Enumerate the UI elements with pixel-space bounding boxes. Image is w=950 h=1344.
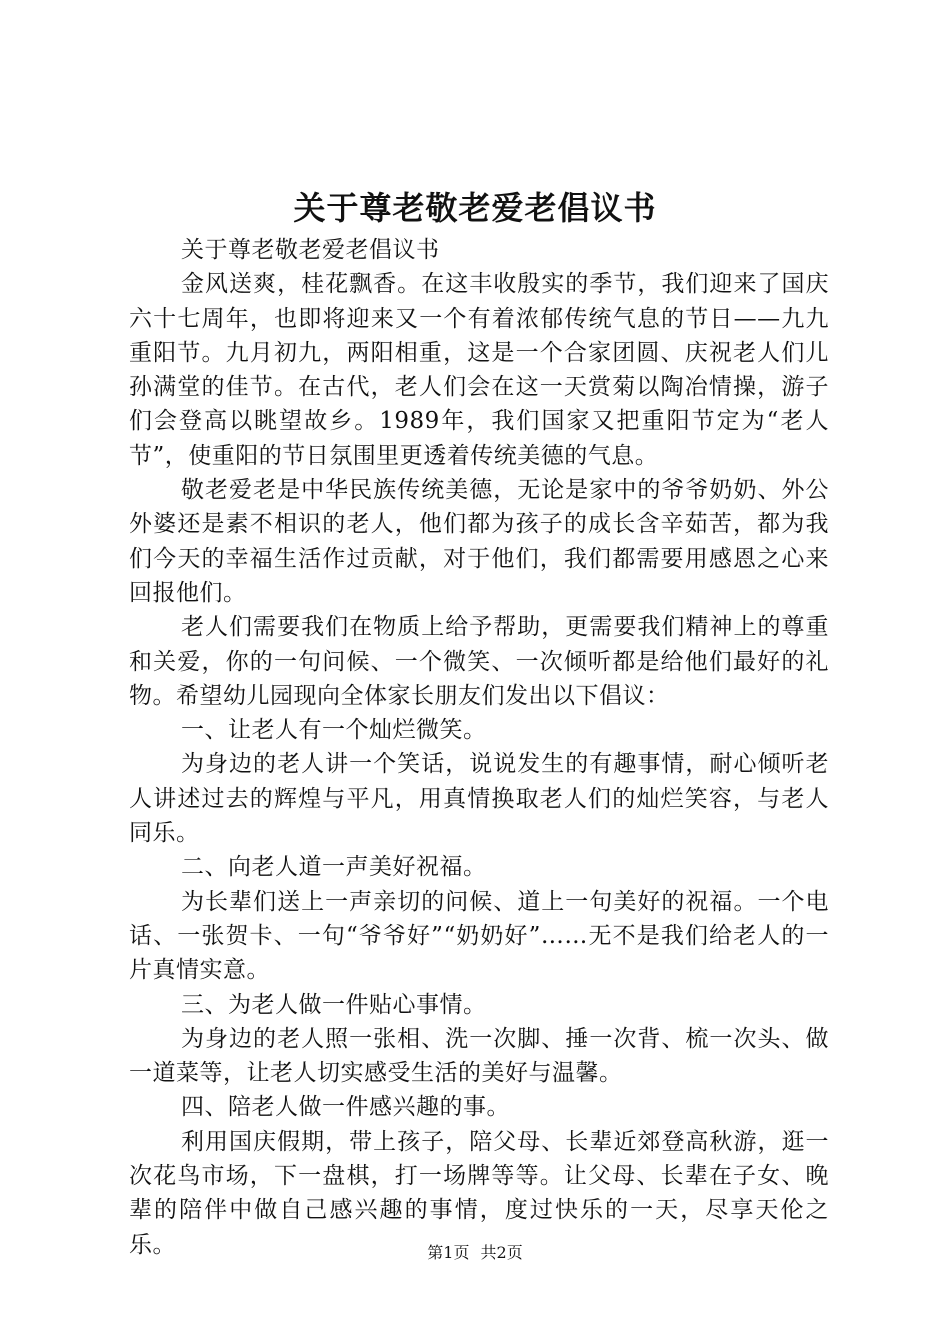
page-number: 第1页 (427, 1243, 470, 1262)
proposal-text-4: 利用国庆假期，带上孩子，陪父母、长辈近郊登高秋游，逛一次花鸟市场，下一盘棋，打一场牌等等。让父母、长辈在子女、晚辈的陪伴中做自己感兴趣的事情，度过快乐的一天，尽享天伦之乐。 (129, 1128, 829, 1258)
paragraph-appeal: 老人们需要我们在物质上给予帮助，更需要我们精神上的尊重和关爱，你的一句问候、一个微笑、一次倾听都是给他们最好的礼物。希望幼儿园现向全体家长朋友们发出以下倡议： (129, 614, 829, 709)
proposal-heading-3: 三、为老人做一件贴心事情。 (181, 991, 487, 1018)
proposal-text-2: 为长辈们送上一声亲切的问候、道上一句美好的祝福。一个电话、一张贺卡、一句“爷爷好”“奶奶好”……无不是我们给老人的一片真情实意。 (129, 888, 829, 984)
document-title: 关于尊老敬老爱老倡议书 (293, 189, 657, 227)
proposal-text-1: 为身边的老人讲一个笑话，说说发生的有趣事情，耐心倾听老人讲述过去的辉煌与平凡，用真情换取老人们的灿烂笑容，与老人同乐。 (129, 751, 829, 847)
proposal-text-3: 为身边的老人照一张相、洗一次脚、捶一次背、梳一次头、做一道菜等，让老人切实感受生活的美好与温馨。 (129, 1025, 829, 1087)
proposal-heading-1: 一、让老人有一个灿烂微笑。 (181, 717, 487, 744)
paragraph-intro: 金风送爽，桂花飘香。在这丰收殷实的季节，我们迎来了国庆六十七周年，也即将迎来又一个有着浓郁传统气息的节日——九九重阳节。九月初九，两阳相重，这是一个合家团圆、庆祝老人们儿孙满堂的佳节。在古代，老人们会在这一天赏菊以陶冶情操，游子们会登高以眺望故乡。1989年，我们国家又把重阳节定为“老人节”，使重阳的节日氛围里更透着传统美德的气息。 (129, 271, 829, 469)
page-footer (0, 1242, 950, 1264)
page-total: 共2页 (480, 1243, 523, 1262)
proposal-heading-4: 四、陪老人做一件感兴趣的事。 (181, 1094, 510, 1121)
document-body (129, 233, 829, 1262)
paragraph-heading: 关于尊老敬老爱老倡议书 (181, 237, 440, 263)
proposal-heading-2: 二、向老人道一声美好祝福。 (181, 854, 487, 881)
paragraph-tradition: 敬老爱老是中华民族传统美德，无论是家中的爷爷奶奶、外公外婆还是素不相识的老人，他们都为孩子的成长含辛茹苦，都为我们今天的幸福生活作过贡献，对于他们，我们都需要用感恩之心来回报他们。 (129, 477, 829, 606)
